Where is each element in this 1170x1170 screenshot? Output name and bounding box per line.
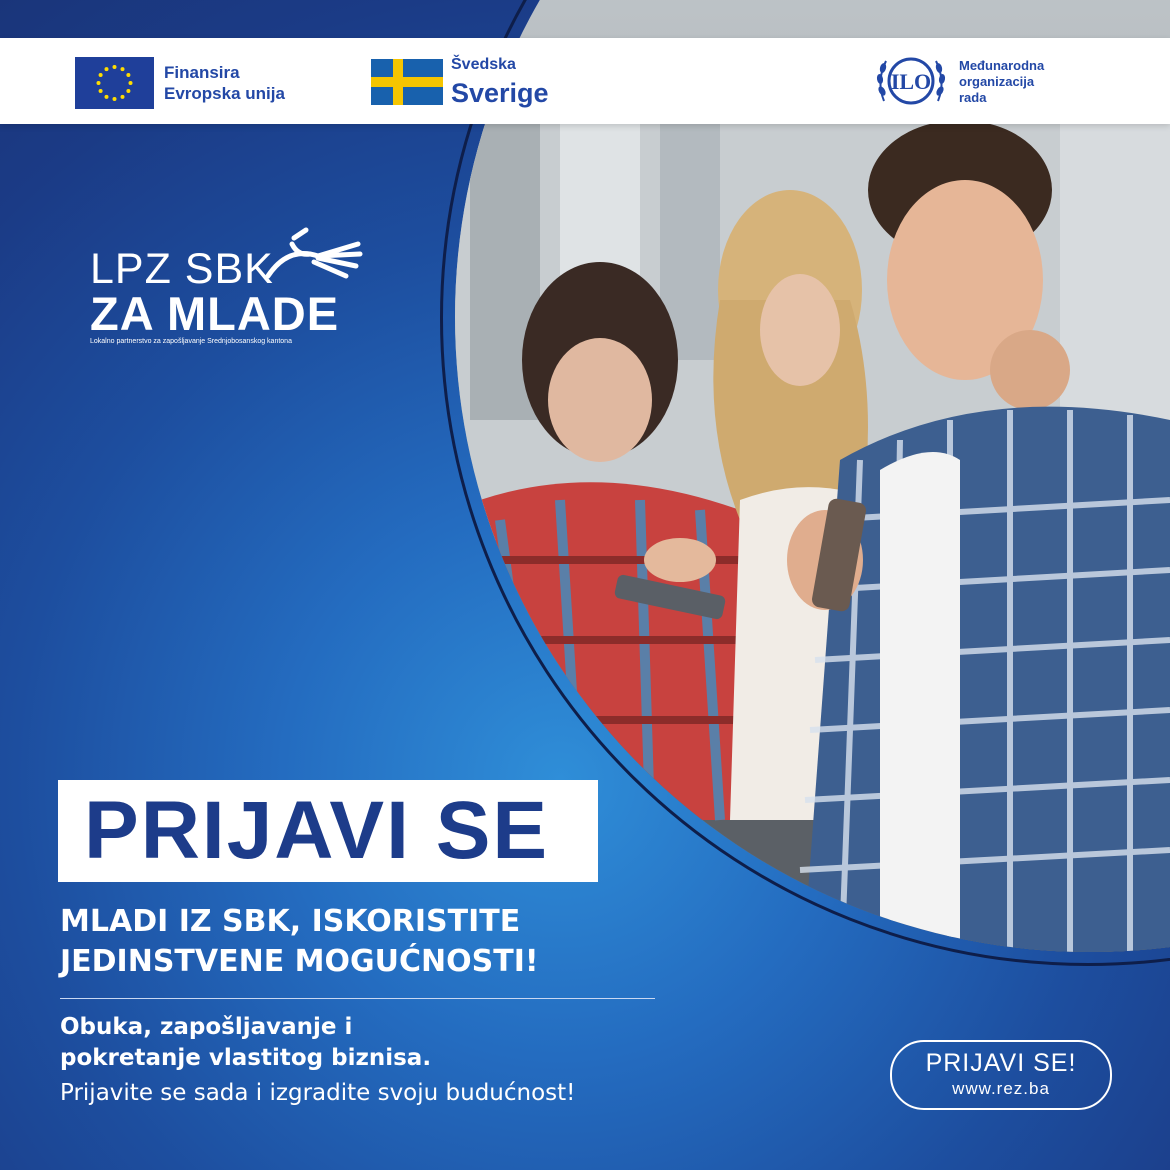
ilo-logo-icon: [874, 51, 948, 111]
apply-button[interactable]: [890, 1040, 1112, 1110]
logo-line2: ZA MLADE: [90, 287, 340, 340]
subheadline-line2: JEDINSTVENE MOGUĆNOSTI!: [60, 944, 539, 979]
headline: PRIJAVI SE: [84, 785, 550, 876]
sponsor-bar: [0, 38, 1170, 124]
eu-line2: Evropska unija: [164, 84, 285, 103]
apply-url-link[interactable]: www.rez.ba: [952, 1079, 1050, 1098]
eu-line1: Finansira: [164, 63, 240, 82]
ilo-line3: rada: [959, 90, 987, 105]
body-bold-line1: Obuka, zapošljavanje i: [60, 1014, 353, 1040]
headline-box: [58, 780, 598, 882]
sweden-line2: Sverige: [451, 78, 549, 108]
body-bold: [60, 1012, 431, 1074]
logo-line1: LPZ SBK: [90, 245, 274, 293]
apply-button-label[interactable]: PRIJAVI SE!: [925, 1049, 1077, 1077]
logo-subtitle: Lokalno partnerstvo za zapošljavanje Srednjobosanskog kantona: [90, 338, 292, 345]
subheadline: [60, 902, 539, 982]
eu-funding-text: [164, 62, 285, 104]
eu-flag-icon: [75, 57, 154, 109]
ilo-line1: Međunarodna: [959, 58, 1045, 73]
divider: [60, 998, 655, 999]
hands-icon: [258, 226, 368, 286]
sweden-line1: Švedska: [451, 56, 516, 73]
ilo-mark-text: ILO: [890, 69, 932, 94]
body-bold-line2: pokretanje vlastitog biznisa.: [60, 1045, 432, 1071]
ilo-name-text: [959, 58, 1044, 106]
subheadline-line1: MLADI IZ SBK, ISKORISTITE: [60, 904, 521, 939]
body-plain-line: Prijavite se sada i izgradite svoju budućnost!: [60, 1080, 576, 1106]
sweden-flag-icon: [371, 59, 443, 105]
ilo-line2: organizacija: [959, 74, 1035, 89]
